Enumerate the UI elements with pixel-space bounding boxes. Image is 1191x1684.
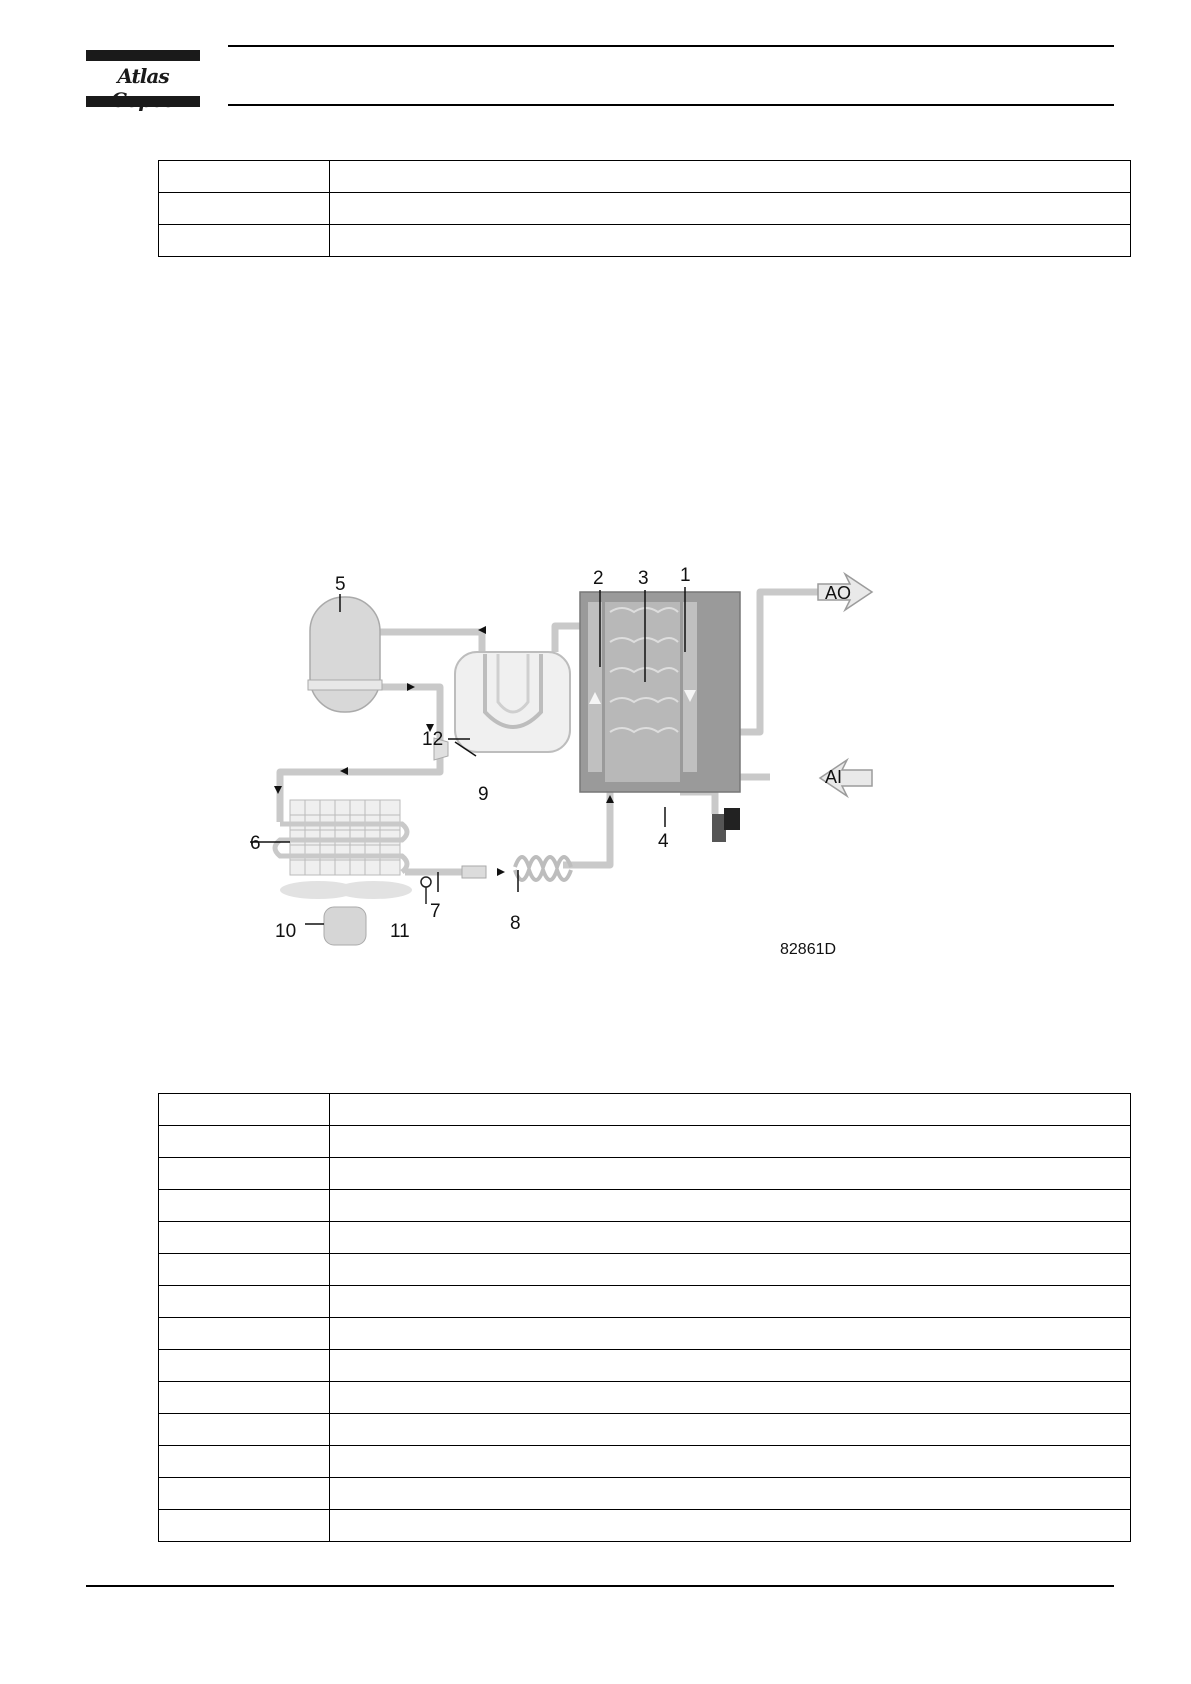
figure-code: 82861D [780,941,837,958]
top-table-cell [330,225,1131,257]
bottom-table-row [159,1382,1131,1414]
heat-exchanger [580,592,740,792]
bottom-table-row [159,1318,1131,1350]
bottom-table-cell [330,1286,1131,1318]
bottom-table-cell [330,1158,1131,1190]
top-table-cell [330,193,1131,225]
bottom-table-cell [330,1510,1131,1542]
label-12: 12 [422,729,444,750]
bottom-table-row [159,1350,1131,1382]
top-table-cell [159,225,330,257]
top-table-row [159,225,1131,257]
bottom-table-row [159,1510,1131,1542]
bottom-table-row [159,1478,1131,1510]
label-air-out: AO [825,583,852,603]
label-2: 2 [593,568,604,589]
bottom-table-row [159,1190,1131,1222]
bottom-table-cell [159,1414,330,1446]
bottom-table-cell [159,1094,330,1126]
top-table-row [159,193,1131,225]
bottom-table-cell [330,1350,1131,1382]
label-6: 6 [250,833,261,854]
bottom-table-cell [330,1254,1131,1286]
liquid-separator [455,652,570,752]
bottom-table-cell [330,1126,1131,1158]
bottom-table-cell [159,1510,330,1542]
bottom-table-row [159,1286,1131,1318]
bottom-table-row [159,1158,1131,1190]
bottom-table-cell [330,1478,1131,1510]
bottom-table-cell [159,1190,330,1222]
label-8: 8 [510,913,521,934]
label-4: 4 [658,831,669,852]
top-table-cell [159,193,330,225]
bottom-table-cell [330,1446,1131,1478]
bottom-table-cell [159,1158,330,1190]
footer-rule [86,1585,1114,1587]
bottom-table-body [159,1094,1131,1542]
label-1: 1 [680,565,691,586]
bottom-table-cell [330,1190,1131,1222]
bottom-table-row [159,1254,1131,1286]
top-table [158,160,1131,257]
top-table-body [159,161,1131,257]
top-table-cell [330,161,1131,193]
bottom-table-cell [159,1318,330,1350]
pressure-switch [421,877,431,904]
bottom-table-cell [159,1126,330,1158]
label-air-in: AI [825,767,843,787]
logo-wordmark: Atlas [117,64,169,88]
bottom-table-cell [330,1382,1131,1414]
header-rule-bottom [228,104,1114,106]
bottom-table-row [159,1094,1131,1126]
label-5: 5 [335,574,346,595]
bottom-table-cell [330,1222,1131,1254]
bottom-table-cell [330,1318,1131,1350]
condenser [275,800,407,875]
refrigerant-air-dryer-diagram [250,552,930,972]
bottom-table-row [159,1126,1131,1158]
bottom-table-row [159,1414,1131,1446]
logo-bar-top [86,50,200,61]
top-table-cell [159,161,330,193]
header-rule-top [228,45,1114,47]
label-7: 7 [430,901,441,922]
atlas-copco-logo [86,50,200,107]
label-9: 9 [478,784,489,805]
bottom-table-cell [159,1446,330,1478]
liquid-receiver-tank [308,597,382,712]
bottom-table-cell [330,1094,1131,1126]
bottom-table-cell [330,1414,1131,1446]
bottom-table [158,1093,1131,1542]
bottom-table-cell [159,1382,330,1414]
bottom-table-cell [159,1350,330,1382]
bottom-table-row [159,1446,1131,1478]
capillary-coil [515,857,571,880]
label-10: 10 [275,921,297,942]
bottom-table-cell [159,1478,330,1510]
logo-bar-bottom [86,96,200,107]
top-table-row [159,161,1131,193]
label-3: 3 [638,568,649,589]
label-11: 11 [390,921,410,942]
bottom-table-cell [159,1222,330,1254]
bottom-table-row [159,1222,1131,1254]
filter [462,866,486,878]
bottom-table-cell [159,1286,330,1318]
bottom-table-cell [159,1254,330,1286]
